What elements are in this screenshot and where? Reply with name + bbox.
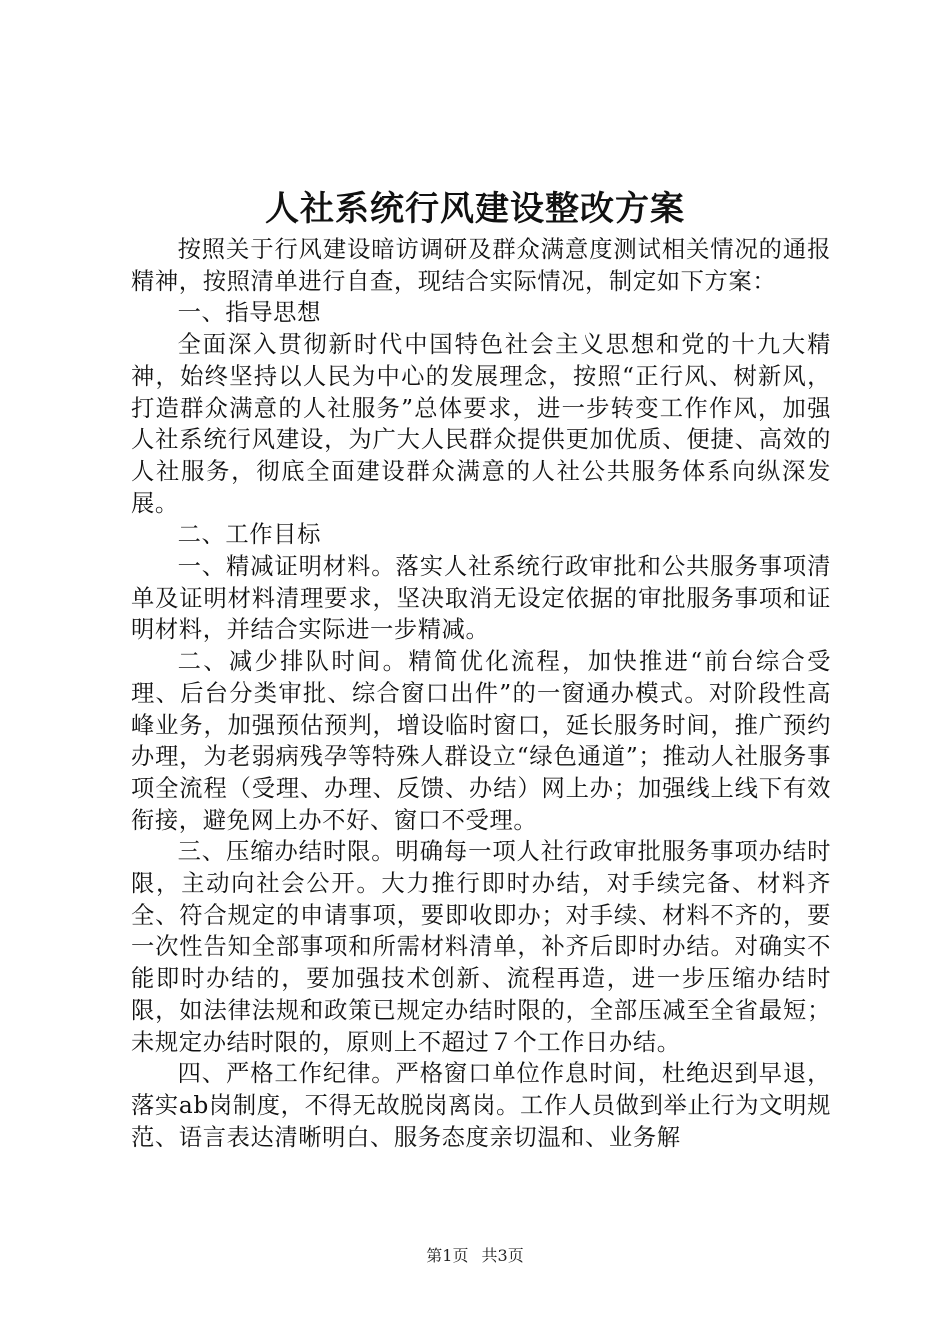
page-total: 共3页 bbox=[481, 1246, 524, 1265]
paragraph-goal-1: 一、精减证明材料。落实人社系统行政审批和公共服务事项清单及证明材料清理要求，坚决取消无设定依据的审批服务事项和证明材料，并结合实际进一步精减。 bbox=[131, 553, 831, 644]
document-body bbox=[131, 234, 831, 1153]
paragraph-goal-4: 四、严格工作纪律。严格窗口单位作息时间，杜绝迟到早退，落实ab岗制度，不得无故脱岗离岗。工作人员做到举止行为文明规范、语言表达清晰明白、服务态度亲切温和、业务解 bbox=[131, 1060, 831, 1151]
document-title: 人社系统行风建设整改方案 bbox=[265, 189, 685, 229]
paragraph-intro: 按照关于行风建设暗访调研及群众满意度测试相关情况的通报精神，按照清单进行自查，现结合实际情况，制定如下方案： bbox=[131, 236, 831, 295]
page-footer bbox=[0, 1244, 950, 1268]
section-heading-work-goals: 二、工作目标 bbox=[177, 521, 321, 549]
paragraph-goal-2: 二、减少排队时间。精简优化流程，加快推进“前台综合受理、后台分类审批、综合窗口出件”的一窗通办模式。对阶段性高峰业务，加强预估预判，增设临时窗口，延长服务时间，推广预约办理，为老弱病残孕等特殊人群设立“绿色通道”；推动人社服务事项全流程（受理、办理、反馈、办结）网上办；加强线上线下有效衔接，避免网上办不好、窗口不受理。 bbox=[131, 648, 831, 834]
page-number: 第1页 bbox=[426, 1246, 469, 1265]
paragraph-goal-3: 三、压缩办结时限。明确每一项人社行政审批服务事项办结时限，主动向社会公开。大力推行即时办结，对手续完备、材料齐全、符合规定的申请事项，要即收即办；对手续、材料不齐的，要一次性告知全部事项和所需材料清单，补齐后即时办结。对确实不能即时办结的，要加强技术创新、流程再造，进一步压缩办结时限，如法律法规和政策已规定办结时限的，全部压减至全省最短；未规定办结时限的，原则上不超过７个工作日办结。 bbox=[131, 838, 831, 1056]
section-heading-guiding-ideology: 一、指导思想 bbox=[177, 299, 321, 327]
paragraph-guiding-ideology: 全面深入贯彻新时代中国特色社会主义思想和党的十九大精神，始终坚持以人民为中心的发展理念，按照“正行风、树新风，打造群众满意的人社服务”总体要求，进一步转变工作作风，加强人社系统行风建设，为广大人民群众提供更加优质、便捷、高效的人社服务，彻底全面建设群众满意的人社公共服务体系向纵深发展。 bbox=[131, 331, 831, 517]
